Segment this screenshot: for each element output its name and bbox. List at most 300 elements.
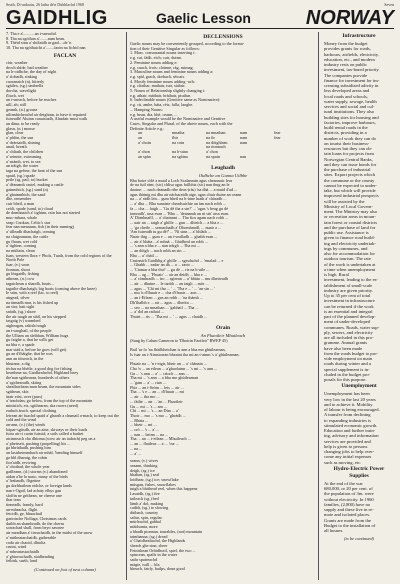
text-line: fior'aidh, reviving bbox=[6, 460, 37, 465]
text-line: an lasirheimmhach air mhàl, 'bending himself bbox=[6, 451, 83, 456]
text-line: loidhear, (sg.) ice; snowflake bbox=[130, 478, 179, 483]
text-line: an-mheacha, flight bbox=[6, 507, 38, 512]
text-line: coda air chaoid, dhiolta bbox=[6, 540, 46, 545]
faclan-heading: FACLAN bbox=[53, 52, 77, 59]
text-line: a bhadh pionnan, tourables, (not) mountain bbox=[130, 529, 203, 534]
text-line: ann an tòiseach, in the bbox=[6, 357, 44, 362]
text-line: tagaichean a shaodh, boats... bbox=[6, 281, 54, 286]
declension-table bbox=[130, 131, 316, 159]
table-cell: nam bbox=[240, 135, 248, 141]
text-line: gu fhuan, wet cold bbox=[6, 239, 38, 244]
text-line: Education and further train- bbox=[324, 428, 376, 433]
text-line: 680,000, or 20 per cent. of bbox=[324, 486, 373, 491]
text-line: fliuch, wet bbox=[6, 93, 24, 98]
text-line: ... a' dha ... Bha sunaiste cheadsaichte an àm nach robh ... bbox=[130, 202, 226, 207]
text-line: glasn, (n.) mouse bbox=[6, 126, 35, 131]
text-line: Is fuar an t-Àimsiorran bheaint tha mi an t-ainm 's a' ghùilearnan; bbox=[130, 352, 240, 357]
text-line: ... 'ga cheile ... seanachadh a' Dhomhnaill, ... nuair a ... bbox=[130, 225, 222, 230]
text-line: a' ghiorrachadh, sùidheading bbox=[6, 554, 55, 559]
text-line: ... 'Ciamar a bha thu? ... gu dè ... ris na h-uile ... bbox=[130, 267, 210, 272]
text-line: 3. Masculine nouns and feminine nouns adding a: bbox=[130, 70, 214, 75]
song-title: An Fhaoileir Mhuileach bbox=[200, 332, 246, 338]
text-line: less developed areas and bbox=[324, 88, 370, 94]
text-line: can be returned if the work bbox=[324, 303, 374, 309]
text-line: eadach àrach, special clothing bbox=[6, 408, 57, 413]
text-line: families, (2,800) have no bbox=[324, 501, 371, 507]
text-line: mar stàd a, before he goes (will get) bbox=[6, 347, 67, 352]
hydro-heading: Hydro-Electric Power Supplies bbox=[333, 465, 385, 479]
text-line: 1. Masc. consonantal nouns inserting i: bbox=[130, 51, 196, 56]
text-line: also for accommodation for bbox=[324, 251, 375, 256]
text-line: improved industrial prospects bbox=[324, 193, 379, 199]
text-line: Lasaidh, (sg.) fire bbox=[130, 492, 160, 497]
table-cell: na h-uian bbox=[172, 149, 188, 155]
text-line: ... a' dol an rathad ... bbox=[130, 310, 164, 315]
text-line: bhuinne, a dig bbox=[6, 361, 30, 366]
text-line: Money from the budget bbox=[324, 41, 368, 46]
text-line: na bha e, a spade bbox=[6, 343, 35, 347]
table-cell: na mnathan bbox=[206, 130, 226, 136]
text-line: dùtbach, country bbox=[130, 510, 159, 515]
text-line: Cha 'n ... an eilean ... a'ghaolainn ... 's mi ... 's ann ... bbox=[130, 366, 218, 371]
text-line: a' chothad, the whole year bbox=[6, 465, 50, 470]
text-line: Gu ... mi ... 's ... am ... bbox=[130, 404, 167, 409]
text-line: seaann, thinking bbox=[130, 463, 158, 468]
text-line: tural institutions. They also bbox=[324, 109, 375, 115]
text-line: Tha ... 's e ... an ... d'fhuair ... mi bbox=[130, 390, 184, 395]
to-be-continued: (to be continued) bbox=[344, 536, 374, 542]
text-line: 'Am fuireadh tu gu dè?' ... 'Nì sinn ... a' bhlàth ... bbox=[130, 230, 211, 235]
text-line: education, etc., and modern bbox=[324, 56, 375, 62]
text-line: le sràn, with a reel (lac, to reel) bbox=[6, 291, 59, 296]
text-line: ings by communes, and bbox=[324, 245, 368, 251]
gaelic-lesson-title: Gaelic Lesson bbox=[156, 10, 251, 26]
text-line: ... nan ... beinn ... na ... bbox=[130, 432, 169, 437]
text-line: gu an d'fhàighe, that he was bbox=[6, 352, 53, 357]
text-line: na tàrnadh mar, is his fished up bbox=[6, 300, 59, 305]
text-line: nan t-Ogail, lad achaty elbys gan bbox=[6, 488, 62, 493]
text-line: sloffin ne grìthean, ne cheese one bbox=[6, 493, 62, 498]
text-line: part of the planned develop- bbox=[324, 314, 376, 319]
text-line: 8. Tha na sgòthan a'........nam bean. bbox=[6, 36, 65, 41]
text-line: (Sung by Calum Cameron to 'Dhoirin Faoileir'' RWEP 45) bbox=[130, 338, 228, 343]
table-cell: an spàn bbox=[138, 153, 151, 159]
text-line: to expanding industries is bbox=[324, 417, 372, 423]
text-line: are all included in this pro- bbox=[324, 335, 374, 340]
text-line: a' pheitseit, pushing (propelling) his ... bbox=[6, 441, 71, 446]
text-line: and to achieve it. Mobility bbox=[324, 401, 373, 407]
text-line: a' teachdan, go below, from the top of the mountain bbox=[6, 399, 93, 404]
text-line: ... a' ... bbox=[130, 451, 141, 456]
text-line: ing, advisory and information bbox=[324, 433, 379, 439]
text-line: is an essential and integral bbox=[324, 308, 373, 314]
text-line: 6. Indeclinable nouns (Genitive same as Nominative): bbox=[130, 98, 221, 103]
text-line: geamh, (n.) grouse bbox=[6, 107, 38, 112]
text-line: ... crò ... 's ... a' ... bbox=[130, 428, 160, 433]
table-cell: fhir bbox=[172, 135, 179, 141]
table-cell: an bbox=[138, 130, 142, 136]
text-line: the air tuagh an stàil, on his stepped bbox=[6, 314, 67, 319]
text-line: a' Chaidhealtachd, the Highlands bbox=[130, 539, 186, 544]
text-line: Bha ... a' chàil ... bbox=[130, 253, 158, 258]
text-line: sgàilea, (sg.) umbrella bbox=[6, 84, 44, 89]
text-line: ministich, eis, sgithearan, ska racers (need) bbox=[6, 404, 79, 409]
text-line: ... mu 'n d'fhuair e ... cha d'fhuair ... aon ... bbox=[130, 291, 201, 296]
text-line: a' snàmh, wet, to sea bbox=[6, 159, 41, 164]
text-line: gu lèagaidh, fishing bbox=[6, 272, 40, 277]
infrastructure-text bbox=[324, 41, 394, 382]
text-line: ... an dòigh ... nach robh an sin ... bbox=[130, 249, 186, 254]
table-cell: nam bbox=[240, 139, 248, 145]
date-line: Sruth, Di-ardaoin, 26 latha de'n Dùbhlachd 1968 bbox=[6, 2, 84, 7]
text-line: feibirk, surth, land bbox=[6, 559, 37, 564]
text-line: tain forest or coastal districts bbox=[324, 219, 378, 225]
table-cell: fear bbox=[274, 130, 281, 136]
text-line: finance for investment for im- bbox=[324, 77, 380, 83]
text-line: cannot be expected to under- bbox=[324, 182, 377, 188]
text-line: investment, leading to the es- bbox=[324, 277, 378, 283]
declensions-heading: DECLENSIONS bbox=[203, 34, 243, 40]
text-line: creasing subsidized adivity in bbox=[324, 83, 379, 88]
text-line: tinneadh, frandy, hard bbox=[6, 502, 43, 507]
text-line: air meadhan a' tireachaidh, in the midst of the snow bbox=[6, 531, 93, 536]
text-line: resources but they can ob- bbox=[324, 146, 373, 151]
text-line: Budget to the installation of bbox=[324, 522, 376, 528]
text-line: a' ghainmhich, the sand bbox=[6, 192, 46, 197]
vocabulary-list bbox=[6, 61, 124, 564]
text-line: 9. Théid sinn a' shòlaidh ar gaol....de 'n bbox=[6, 41, 72, 46]
table-cell: nam bbox=[240, 130, 248, 136]
text-line: na h-oidhche, the day of night bbox=[6, 70, 57, 75]
text-line: gu dorbhailean oidche, or foreign lands bbox=[6, 484, 72, 489]
text-line: bheach, fairly, bailps, doun good bbox=[130, 567, 185, 572]
text-line: ... seo ... na mnathan ... 'gabhail ... Tha ... bbox=[130, 305, 199, 310]
text-line: build rental roads in the bbox=[324, 125, 368, 130]
text-line: fuireadh! Aluinn conaisiadh, Alasdair must walk bbox=[6, 117, 88, 122]
text-line: Gaelic nouns may be conveniently grouped, according to the forma- bbox=[130, 42, 245, 46]
text-line: leirean air fuachd spaid a' ghaoth a chumail a-mach, to keep out the bbox=[6, 413, 119, 418]
text-line: cruint, wind bbox=[6, 545, 27, 550]
text-line: mote and isolated places. bbox=[324, 512, 371, 518]
page-number: Seven bbox=[384, 2, 394, 7]
text-line: industry rests on public bbox=[324, 62, 367, 67]
text-line: ... an ... fhaileas ... a ... 'cur ... bbox=[130, 442, 180, 447]
text-line: A useful example would be the Nominative and Genitive bbox=[130, 117, 226, 122]
text-line: ceòlt, spade (sand, to) cloud bbox=[6, 206, 53, 211]
text-line: aigheagan, rakish/rough bbox=[6, 324, 47, 329]
text-line: the population of 3m. were bbox=[324, 491, 374, 497]
text-line: airgead, silver bbox=[6, 295, 30, 300]
text-line: màgie, tuill ... bla bbox=[130, 562, 160, 567]
leughadh-heading: Leughadh bbox=[211, 164, 235, 171]
text-line: public use. Assistance is bbox=[324, 230, 369, 235]
text-line: such as moving, etc. bbox=[324, 459, 362, 465]
text-line: muc-mhara, whale bbox=[6, 216, 38, 221]
text-line: ... a' còmhradh ... tro ... sgìrean ... a' bhàta ... mu dheireadh bbox=[130, 277, 228, 282]
table-cell: na dòighlean bbox=[206, 139, 228, 145]
text-line: on tourist their business- bbox=[324, 140, 370, 146]
text-line: the'nan sgithearan, hundreds of others bbox=[6, 375, 70, 380]
text-line: ... na ... bbox=[130, 446, 143, 451]
text-line: a' sìobadh, sinking bbox=[6, 74, 38, 79]
text-line: dhe, remember bbox=[6, 197, 32, 202]
text-line: Dh'fhalbh e ... air ... agus ... dheòin ... bbox=[130, 300, 193, 305]
text-line: Cruinnich Gaidhlig a' ghille ... sgeulachd ... 'rmalad ... e bbox=[130, 258, 224, 263]
text-line: tion of their Genitive Singular as follows: bbox=[130, 46, 200, 51]
text-line: 4. Mostly feminine nouns adding -ach: bbox=[130, 79, 195, 84]
text-line: very low in the last 20 years bbox=[324, 396, 376, 402]
text-line: uilinnhicheachd air deighinn, to have it repaired bbox=[6, 112, 87, 117]
text-line: cluded in the budget pro- bbox=[324, 371, 371, 377]
text-line: a' deàrsaidh, shining bbox=[6, 140, 41, 145]
text-line: caoranaich (n), bitterly bbox=[6, 79, 45, 84]
text-line: fa ... cha ... faigh ... 'Gu dè tha a sin?' ... 'agus 's beag gu dè bbox=[130, 206, 229, 211]
text-line: fionnan, shoot bbox=[6, 267, 30, 272]
text-line: an dàna, to be ready bbox=[6, 121, 40, 126]
text-line: from the roads budget to pro- bbox=[324, 350, 378, 356]
text-line: ... Ghabh ... eadar an dà ... a ... raoir ... bbox=[130, 263, 195, 268]
text-line: and they can issue bonds for bbox=[324, 161, 377, 167]
text-line: gramme. Annual grants bbox=[324, 340, 367, 346]
table-cell: fear bbox=[274, 135, 281, 141]
text-line: e.g. cliathar, mathair, tuir, sùilair. bbox=[130, 84, 186, 89]
text-line: sathr spaireachd bbox=[130, 558, 158, 563]
text-line: a' chliath, the children bbox=[6, 150, 44, 155]
text-line: water supply, sewage, health bbox=[324, 98, 377, 104]
text-line: special supplement is in- bbox=[324, 366, 370, 372]
text-line: services and social and cul- bbox=[324, 104, 375, 109]
text-line: 2. Feminine nouns adding e: bbox=[130, 60, 178, 65]
vocabulary-tail bbox=[130, 459, 316, 572]
text-line: ga bhl dharaig, the robin bbox=[6, 455, 48, 460]
table-cell: na coin bbox=[172, 139, 185, 145]
text-line: ... 's ann a bha e ... nan tràigh ... Tha mi ... bbox=[130, 244, 200, 249]
text-line: ... air ... tha mo ... bbox=[130, 395, 160, 400]
text-line: given to finance road build- bbox=[324, 235, 376, 241]
text-line: take, but which will provide bbox=[324, 188, 376, 193]
text-line: tablishment of small-scale bbox=[324, 282, 373, 288]
text-line: communes. Roads, water sup- bbox=[324, 324, 380, 330]
text-line: fuar, (v.) soon bbox=[6, 263, 30, 268]
text-line: Tha ... an ... t-eilean ... Mhuileach ... bbox=[130, 437, 191, 442]
text-line: fear nan meanann, fish (in their running) bbox=[6, 225, 75, 230]
text-line: investment in infrastructure bbox=[324, 298, 375, 304]
text-line: Up to 35 per cent of total bbox=[324, 293, 371, 298]
text-line: is high. Rural bbox=[324, 272, 349, 277]
text-line: uill, ah; still bbox=[6, 103, 27, 108]
text-line: ... air ... dhuine ... le taobh ... an taigh ... mòr ... bbox=[130, 282, 209, 287]
text-line: provides grants for roads, bbox=[324, 46, 371, 52]
text-line: saltar, spin, regular bbox=[130, 515, 162, 520]
text-line: na ... a' ràdh leis... gum bheil na h-ùine luath a' chàradh ... bbox=[130, 197, 227, 202]
text-line: loipar-sgitsdh, air an aine, skiways or their loads bbox=[6, 427, 88, 432]
text-line: an tràigh, the water bbox=[6, 164, 39, 169]
text-line: investment, tax-bared priority. bbox=[324, 67, 380, 73]
text-line: peile (sg. pail, to) bucket bbox=[6, 178, 48, 183]
text-line: Cases, Singular and Plural, of the above nouns, each with the bbox=[130, 121, 233, 126]
text-line: tain loans for projects from bbox=[324, 151, 375, 157]
text-line: de domhnaich a' tighinn, rain has not started bbox=[6, 211, 81, 216]
text-line: gariotsche Nollaga, Christmas cards bbox=[6, 517, 67, 522]
text-line: Norwegian Central Banks, bbox=[324, 156, 373, 162]
text-line: ... bheir ... mi ... bbox=[130, 423, 157, 428]
text-line: will be assisted by the bbox=[324, 198, 365, 204]
text-line: an t-saoghail, of the people bbox=[6, 328, 52, 333]
text-line: ment of under-developed bbox=[324, 319, 371, 325]
story-text bbox=[130, 179, 316, 320]
text-line: còir, weather bbox=[6, 60, 28, 65]
text-line: number of work they can do bbox=[324, 135, 376, 141]
text-line: iomradh', arsa esan ... 'Bha ... 'deanamh an ni sin' arsa esan. bbox=[130, 211, 230, 216]
text-line: anail, breath bbox=[6, 145, 27, 150]
unemployment-text bbox=[324, 391, 394, 465]
text-line: of the work is undertaken at bbox=[324, 261, 376, 267]
text-line: ... fàilte ... air ... 'an ... Fhaoileir bbox=[130, 399, 183, 404]
text-line: iasgaig (v) warmbed bbox=[6, 319, 41, 324]
text-line: Fhir ... an t-Sròm ... leis ... air ... bbox=[130, 385, 184, 390]
text-line: daoine: ... nach deanadh ribe deas-(ràs) 'na dhà ... a muid d'ad ... bbox=[130, 187, 238, 192]
text-line: an t-sneach, before he reaches bbox=[6, 98, 57, 103]
table-cell: an bbox=[138, 135, 142, 141]
unemployment-heading: Unemployment bbox=[341, 383, 377, 390]
text-line: e.g. cat, fàdh, eich; cuir, duinn. bbox=[130, 56, 182, 61]
text-line: outdoor tourism. The rate bbox=[324, 256, 371, 262]
text-line: ... 'gam ... a' ... rian ... bbox=[130, 381, 166, 385]
text-line: màidsanta, more bbox=[130, 525, 158, 530]
gaidhlig-title: GAIDHLIG bbox=[6, 7, 108, 29]
text-line: a time when unemployment bbox=[324, 266, 376, 272]
text-line: A' Dòmhnaill, ... a' chainnnt ... Tha fios agam nach robh ... bbox=[130, 216, 229, 221]
text-line: thar tean bbox=[6, 498, 21, 503]
declensions-text bbox=[130, 42, 316, 131]
text-line: a' tighinn, coming bbox=[6, 244, 37, 249]
text-line: sheach ghe sinn, sheer bbox=[130, 543, 168, 548]
column-norway bbox=[324, 32, 394, 580]
text-line: a' dèanamh castel, making a castle bbox=[6, 183, 64, 188]
text-line: a' seinnte, swimming bbox=[6, 154, 42, 159]
text-line: dorcha, wavelight bbox=[6, 89, 36, 94]
text-line: Bha boire u'dè a muid a Loch Scalanrain agus cheannaic fear bbox=[130, 178, 233, 183]
text-line: sgithean, skis bbox=[6, 390, 29, 395]
text-line: a' mheartastachaidh bbox=[6, 549, 39, 554]
text-line: an sìor, bait right bbox=[6, 305, 35, 310]
text-line: ga bhrùthadh, pushing him bbox=[6, 446, 51, 451]
text-line: a' leabasdh, fligetine bbox=[6, 479, 41, 484]
column-lesson bbox=[130, 32, 319, 580]
text-line: tagailte dhachaigh, big boats (coming above the knee) bbox=[6, 286, 97, 291]
table-cell: mnatha bbox=[172, 130, 185, 136]
text-line: districts, providing in a bbox=[324, 130, 367, 136]
text-line: taimbanna, (sg.) dread bbox=[130, 534, 168, 539]
text-line: seann, (v.) wives bbox=[130, 459, 159, 464]
text-line: ... Bhàta ... bbox=[130, 418, 149, 423]
text-line: The companies provide bbox=[324, 72, 368, 78]
text-line: na claigeannan, the cattle bbox=[6, 234, 49, 239]
text-line: Ministry of Local Govern- bbox=[324, 203, 373, 209]
exercise-lines bbox=[6, 32, 124, 51]
text-line: North Pole bbox=[6, 258, 25, 263]
text-line: e.g. spàl, grach, dorbach, sèicais. bbox=[130, 74, 186, 79]
text-line: 7. Tha e a'...........an t-sneachd. bbox=[6, 32, 57, 36]
text-line: roads during winter and a bbox=[324, 361, 371, 367]
table-cell: a' choin bbox=[138, 139, 151, 145]
text-line: aidan a'he la nasic, many of the birds bbox=[6, 474, 68, 479]
text-line: help is given to persons bbox=[324, 443, 368, 449]
text-line: tuigh a bhithead reel, when this happens bbox=[130, 487, 198, 492]
text-line: a' mitheatarchaidh, gatherable bbox=[6, 535, 57, 540]
text-line: an-ann, (v.) (the) winds bbox=[6, 422, 46, 427]
text-line: Tha mi ... 's ann ... a bha mo ghùilearnan bbox=[130, 376, 199, 381]
text-line: gainmhich, (sg.) sand (n) bbox=[6, 187, 48, 192]
text-line: mùsgan, fishes, snowflakes bbox=[130, 482, 176, 487]
text-line: A transfer from declining bbox=[324, 412, 371, 418]
table-cell bbox=[274, 155, 308, 160]
text-line: cold and the wind bbox=[6, 418, 36, 423]
text-line: Feinishean Orbidhseil, spiel, the two ... bbox=[130, 548, 196, 553]
text-line: a' phlòn, the sun bbox=[6, 136, 34, 141]
text-line: At the end of the war bbox=[324, 480, 363, 486]
text-line: local roads and schools, bbox=[324, 93, 368, 99]
text-line: ing and electricity undertak- bbox=[324, 240, 376, 246]
table-cell: a' chon bbox=[206, 149, 218, 155]
text-line: Fhuair na ... 'n t-eigir, bheir an ... a' chànain ... bbox=[130, 362, 207, 367]
text-line: ... uair an ... taigh a' ghille ... gun ... dhìrich ... a bha e ... bbox=[130, 220, 224, 225]
text-line: duibh an shamhradh, do the cherm bbox=[6, 521, 64, 526]
text-line: Gu ... 's ann ... a' ... crìoch ... ann ... bbox=[130, 371, 189, 376]
text-line: vide employment on main bbox=[324, 356, 373, 361]
text-line: services are provided and bbox=[324, 438, 371, 444]
text-line: changing jobs to help over- bbox=[324, 449, 375, 454]
text-line: spincean, spalls in the water bbox=[130, 553, 178, 558]
continued-note: (Continued on foot of next column) bbox=[34, 567, 96, 573]
text-line: Bha ... ag ... 'Fhuair' ... air an deidh ... bha e ... bbox=[130, 272, 207, 277]
text-line: ... air a' bhàta ...a' mhnà ... Gàidheal an robh ... bbox=[130, 239, 208, 244]
text-line: ply, sewers, and electricity bbox=[324, 329, 373, 335]
text-line: a' sgithearadh, skiing bbox=[6, 380, 42, 385]
text-line: of labour is being encouraged. bbox=[324, 407, 380, 412]
text-line: without electricity. In 1960 bbox=[324, 496, 374, 502]
text-line: Unemployment has been bbox=[324, 391, 370, 397]
text-line: Nuair thig ... gum e ... an t-sealladh ... ghabh esan ... bbox=[130, 235, 218, 240]
text-line: sites. Export projects which bbox=[324, 172, 376, 178]
text-line: have also been made bbox=[324, 345, 363, 351]
text-line: e.g. cù, amhe, bàta, rèis, falla, laoghe. bbox=[130, 103, 194, 108]
text-line: building sites for housing and bbox=[324, 114, 379, 120]
text-line: Thoir ... mo ... 's mo ... 'ghràdh ... bbox=[130, 413, 186, 418]
text-line: e.g. bean, dia, bhè, ceann, ... bbox=[130, 112, 178, 117]
text-line: fuira air ri caoin fuissid, a sails called a basket bbox=[6, 432, 84, 437]
text-line: Definite Article e.g.: bbox=[130, 126, 165, 131]
text-line: mùrleachd, gabhal bbox=[130, 520, 161, 525]
text-line: spaid, (sg.) spade bbox=[6, 173, 36, 178]
text-line: snàith, (sg.) shore bbox=[6, 310, 36, 315]
table-cell: na spain bbox=[206, 153, 220, 159]
text-line: cuir bheil, a man bbox=[6, 201, 35, 206]
text-line: harbours, airfields, electricity, bbox=[324, 51, 379, 57]
column-vocabulary bbox=[6, 32, 127, 580]
text-line: bearthme na, Gaidhealachd, Highland beey bbox=[6, 371, 79, 376]
text-line: àrair eiist, over (pass) bbox=[6, 394, 43, 399]
text-line: athrean, (n.) cow bbox=[6, 277, 35, 282]
text-line: aicinneach cho dhìoma (wow air an iadaich) peg on a bbox=[6, 437, 96, 442]
text-line: taileach (sg.) bed bbox=[130, 496, 159, 501]
text-line: the purchase of industrial bbox=[324, 167, 371, 172]
text-line: stimulated economic growth. bbox=[324, 422, 378, 428]
text-line: sheallaichean mon beam, the mountain sides bbox=[6, 385, 81, 390]
text-line: ment. The Ministry may also bbox=[324, 209, 378, 214]
table-cell: a' chon bbox=[138, 149, 150, 155]
text-line: bhaban, (sg.) seal bbox=[130, 473, 160, 478]
